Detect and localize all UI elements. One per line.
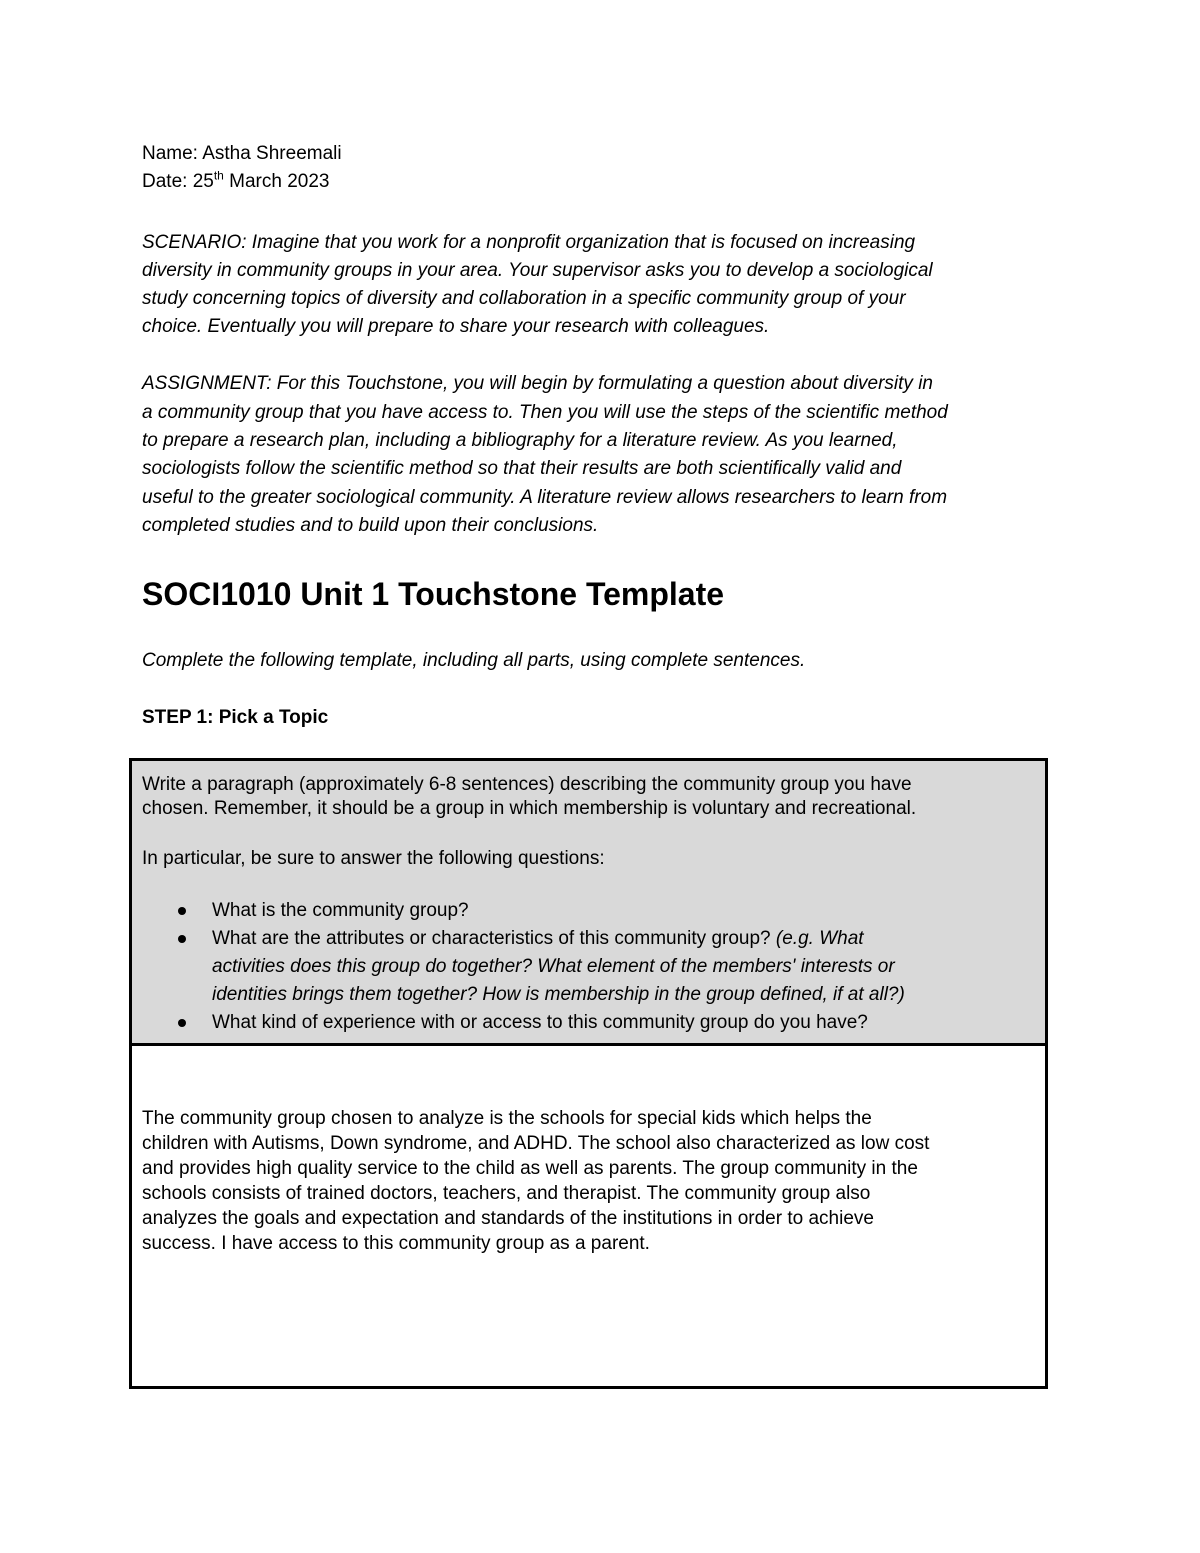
name-line: Name: Astha Shreemali bbox=[142, 143, 342, 164]
bullet2-plain: What are the attributes or characteristics of this community group? bbox=[212, 928, 776, 949]
prompt-particular: In particular, be sure to answer the following questions: bbox=[142, 848, 605, 869]
scenario-line: choice. Eventually you will prepare to share your research with colleagues. bbox=[142, 316, 770, 337]
date-line bbox=[142, 168, 329, 196]
bullet2-italic: (e.g. What bbox=[775, 928, 864, 949]
answer-line: and provides high quality service to the child as well as parents. The group community in the bbox=[142, 1158, 918, 1179]
bullet-item: What is the community group? bbox=[212, 900, 469, 921]
date-prefix: Date: 25 bbox=[142, 171, 214, 192]
date-suffix: March 2023 bbox=[223, 171, 330, 192]
answer-line: analyzes the goals and expectation and standards of the institutions in order to achieve bbox=[142, 1208, 874, 1229]
bullet-dot-icon bbox=[178, 907, 186, 915]
bullet-dot-icon bbox=[178, 1019, 186, 1027]
document-title: SOCI1010 Unit 1 Touchstone Template bbox=[142, 576, 725, 612]
assignment-line: a community group that you have access to. Then you will use the steps of the scientific method bbox=[142, 402, 948, 423]
assignment-line: completed studies and to build upon their conclusions. bbox=[142, 515, 599, 536]
bullet-item: What kind of experience with or access to this community group do you have? bbox=[212, 1012, 868, 1033]
bullet-item-continuation: identities brings them together? How is membership in the group defined, if at all?) bbox=[212, 984, 905, 1005]
scenario-line: SCENARIO: Imagine that you work for a nonprofit organization that is focused on increasing bbox=[142, 232, 916, 253]
date-superscript: th bbox=[213, 168, 224, 183]
answer-line: success. I have access to this community group as a parent. bbox=[142, 1233, 650, 1254]
assignment-line: ASSIGNMENT: For this Touchstone, you will begin by formulating a question about diversity in bbox=[142, 373, 933, 394]
assignment-line: sociologists follow the scientific method so that their results are both scientifically valid and bbox=[142, 458, 902, 479]
scenario-line: diversity in community groups in your area. Your supervisor asks you to develop a sociological bbox=[142, 260, 933, 281]
bullet-item bbox=[212, 925, 864, 953]
answer-line: schools consists of trained doctors, teachers, and therapist. The community group also bbox=[142, 1183, 871, 1204]
prompt-intro-line: Write a paragraph (approximately 6-8 sentences) describing the community group you have bbox=[142, 774, 912, 795]
step1-table bbox=[129, 758, 1048, 1389]
step1-heading: STEP 1: Pick a Topic bbox=[142, 707, 329, 728]
assignment-line: useful to the greater sociological community. A literature review allows researchers to learn from bbox=[142, 487, 948, 508]
instruction-text: Complete the following template, including all parts, using complete sentences. bbox=[142, 650, 806, 671]
prompt-intro-line: chosen. Remember, it should be a group in which membership is voluntary and recreational. bbox=[142, 798, 917, 819]
assignment-line: to prepare a research plan, including a bibliography for a literature review. As you learned, bbox=[142, 430, 898, 451]
answer-cell bbox=[132, 1046, 1045, 1386]
answer-line: The community group chosen to analyze is the schools for special kids which helps the bbox=[142, 1108, 872, 1129]
answer-line: children with Autisms, Down syndrome, and ADHD. The school also characterized as low cost bbox=[142, 1133, 930, 1154]
prompt-cell bbox=[132, 761, 1045, 1046]
scenario-line: study concerning topics of diversity and collaboration in a specific community group of your bbox=[142, 288, 906, 309]
bullet-dot-icon bbox=[178, 935, 186, 943]
bullet-item-continuation: activities does this group do together? What element of the members' interests or bbox=[212, 956, 895, 977]
